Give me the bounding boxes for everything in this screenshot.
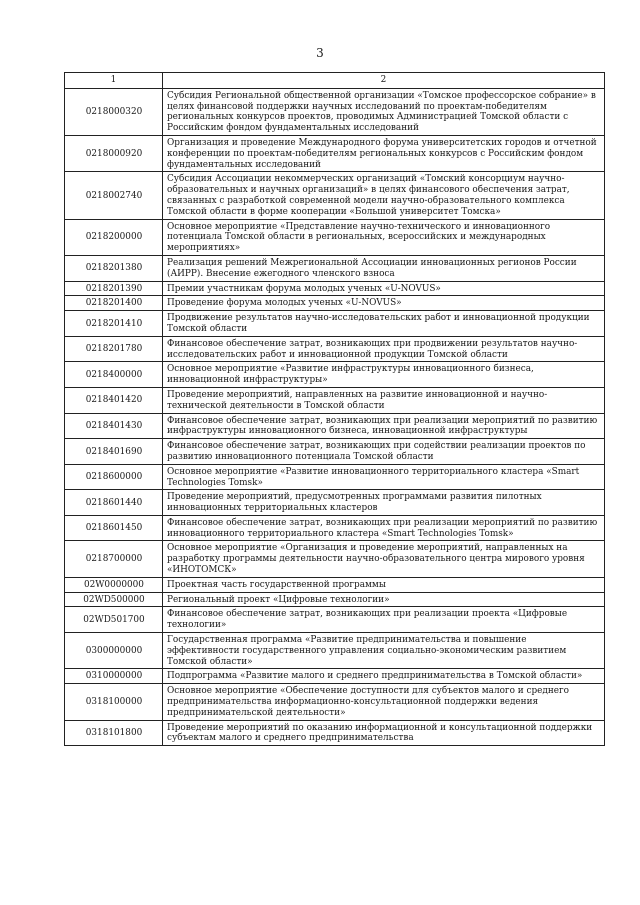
classification-code: 0218201390 xyxy=(65,281,163,296)
table-row xyxy=(65,172,605,219)
table-row xyxy=(65,439,605,465)
classification-code: 0318101800 xyxy=(65,720,163,746)
table-row xyxy=(65,607,605,633)
classification-description: Организация и проведение Международного форума университетских городов и отчетной конференции по проектам-победителям региональных конкурсов с Российским фондом фундаментальных исследований xyxy=(163,135,605,171)
classification-code: 02WD500000 xyxy=(65,592,163,607)
classification-code: 0218401430 xyxy=(65,413,163,439)
classification-description: Основное мероприятие «Обеспечение доступности для субъектов малого и среднего предпринимательства информационно-консультационной поддержки ведения предпринимательской деятельности» xyxy=(163,684,605,720)
table-row xyxy=(65,577,605,592)
table-row xyxy=(65,88,605,135)
classification-code: 0218401420 xyxy=(65,387,163,413)
table-row xyxy=(65,362,605,388)
classification-description: Финансовое обеспечение затрат, возникающих при реализации проекта «Цифровые технологии» xyxy=(163,607,605,633)
column-header-code: 1 xyxy=(65,73,163,89)
column-header-name: 2 xyxy=(163,73,605,89)
table-row xyxy=(65,515,605,541)
table-row xyxy=(65,464,605,490)
classification-description: Финансовое обеспечение затрат, возникающих при реализации мероприятий по развитию инновационного территориального кластера «Smart Technologies Tomsk» xyxy=(163,515,605,541)
table-row xyxy=(65,219,605,255)
classification-description: Государственная программа «Развитие предпринимательства и повышение эффективности государственного управления социально-экономическим развитием Томской области» xyxy=(163,633,605,669)
classification-description: Проведение мероприятий, предусмотренных программами развития пилотных инновационных территориальных кластеров xyxy=(163,490,605,516)
table-row xyxy=(65,387,605,413)
table-row xyxy=(65,296,605,311)
classification-code: 0218601440 xyxy=(65,490,163,516)
classification-description: Проведение мероприятий, направленных на развитие инновационной и научно-технической деятельности в Томской области xyxy=(163,387,605,413)
classification-code: 0218201780 xyxy=(65,336,163,362)
classification-code: 0218600000 xyxy=(65,464,163,490)
classification-code: 0318100000 xyxy=(65,684,163,720)
classification-description: Основное мероприятие «Развитие инфраструктуры инновационного бизнеса, инновационной инфраструктуры» xyxy=(163,362,605,388)
classification-description: Премии участникам форума молодых ученых «U-NOVUS» xyxy=(163,281,605,296)
table-row xyxy=(65,669,605,684)
classification-code: 0218201380 xyxy=(65,255,163,281)
table-row xyxy=(65,413,605,439)
classification-description: Подпрограмма «Развитие малого и среднего предпринимательства в Томской области» xyxy=(163,669,605,684)
classification-description: Субсидия Ассоциации некоммерческих организаций «Томский консорциум научно-образовательных и научных организаций» в целях финансового обеспечения затрат, связанных с разработкой современной модели научно-образовательного комплекса Томской области в форме кооперации «Большой университет Томска» xyxy=(163,172,605,219)
classification-code: 0218000920 xyxy=(65,135,163,171)
table-row xyxy=(65,255,605,281)
table-row xyxy=(65,281,605,296)
classification-code: 0218400000 xyxy=(65,362,163,388)
classification-code: 0310000000 xyxy=(65,669,163,684)
classification-description: Продвижение результатов научно-исследовательских работ и инновационной продукции Томской области xyxy=(163,311,605,337)
table-row xyxy=(65,684,605,720)
classification-description: Реализация решений Межрегиональной Ассоциации инновационных регионов России (АИРР). Внесение ежегодного членского взноса xyxy=(163,255,605,281)
classification-code: 0218700000 xyxy=(65,541,163,577)
table-row xyxy=(65,135,605,171)
classification-table xyxy=(64,72,605,746)
table-row xyxy=(65,311,605,337)
classification-description: Проектная часть государственной программы xyxy=(163,577,605,592)
classification-code: 0300000000 xyxy=(65,633,163,669)
table-header-row xyxy=(65,73,605,89)
classification-code: 0218201410 xyxy=(65,311,163,337)
table-row xyxy=(65,490,605,516)
classification-code: 0218401690 xyxy=(65,439,163,465)
classification-code: 02W0000000 xyxy=(65,577,163,592)
classification-description: Финансовое обеспечение затрат, возникающих при содействии реализации проектов по развитию инновационного потенциала Томской области xyxy=(163,439,605,465)
table-body xyxy=(65,88,605,745)
classification-description: Основное мероприятие «Развитие инновационного территориального кластера «Smart Technologies Tomsk» xyxy=(163,464,605,490)
classification-code: 0218601450 xyxy=(65,515,163,541)
page-number: 3 xyxy=(316,46,324,60)
classification-description: Проведение форума молодых ученых «U-NOVUS» xyxy=(163,296,605,311)
table-row xyxy=(65,541,605,577)
table-row xyxy=(65,336,605,362)
classification-description: Субсидия Региональной общественной организации «Томское профессорское собрание» в целях финансовой поддержки научных исследований по проектам-победителям региональных конкурсов проектов, проводимых Администрацией Томской области с Российским фондом фундаментальных исследований xyxy=(163,88,605,135)
classification-description: Основное мероприятие «Представление научно-технического и инновационного потенциала Томской области в региональных, всероссийских и международных мероприятиях» xyxy=(163,219,605,255)
classification-description: Проведение мероприятий по оказанию информационной и консультационной поддержки субъектам малого и среднего предпринимательства xyxy=(163,720,605,746)
classification-description: Региональный проект «Цифровые технологии» xyxy=(163,592,605,607)
classification-code: 02WD501700 xyxy=(65,607,163,633)
classification-code: 0218200000 xyxy=(65,219,163,255)
classification-description: Основное мероприятие «Организация и проведение мероприятий, направленных на разработку программы деятельности научно-образовательного центра мирового уровня «ИНОТОМСК» xyxy=(163,541,605,577)
classification-code: 0218000320 xyxy=(65,88,163,135)
classification-description: Финансовое обеспечение затрат, возникающих при реализации мероприятий по развитию инфраструктуры инновационного бизнеса, инновационной инфраструктуры xyxy=(163,413,605,439)
table-row xyxy=(65,592,605,607)
table-row xyxy=(65,720,605,746)
classification-code: 0218201400 xyxy=(65,296,163,311)
classification-description: Финансовое обеспечение затрат, возникающих при продвижении результатов научно-исследовательских работ и инновационной продукции Томской области xyxy=(163,336,605,362)
table-row xyxy=(65,633,605,669)
classification-code: 0218002740 xyxy=(65,172,163,219)
